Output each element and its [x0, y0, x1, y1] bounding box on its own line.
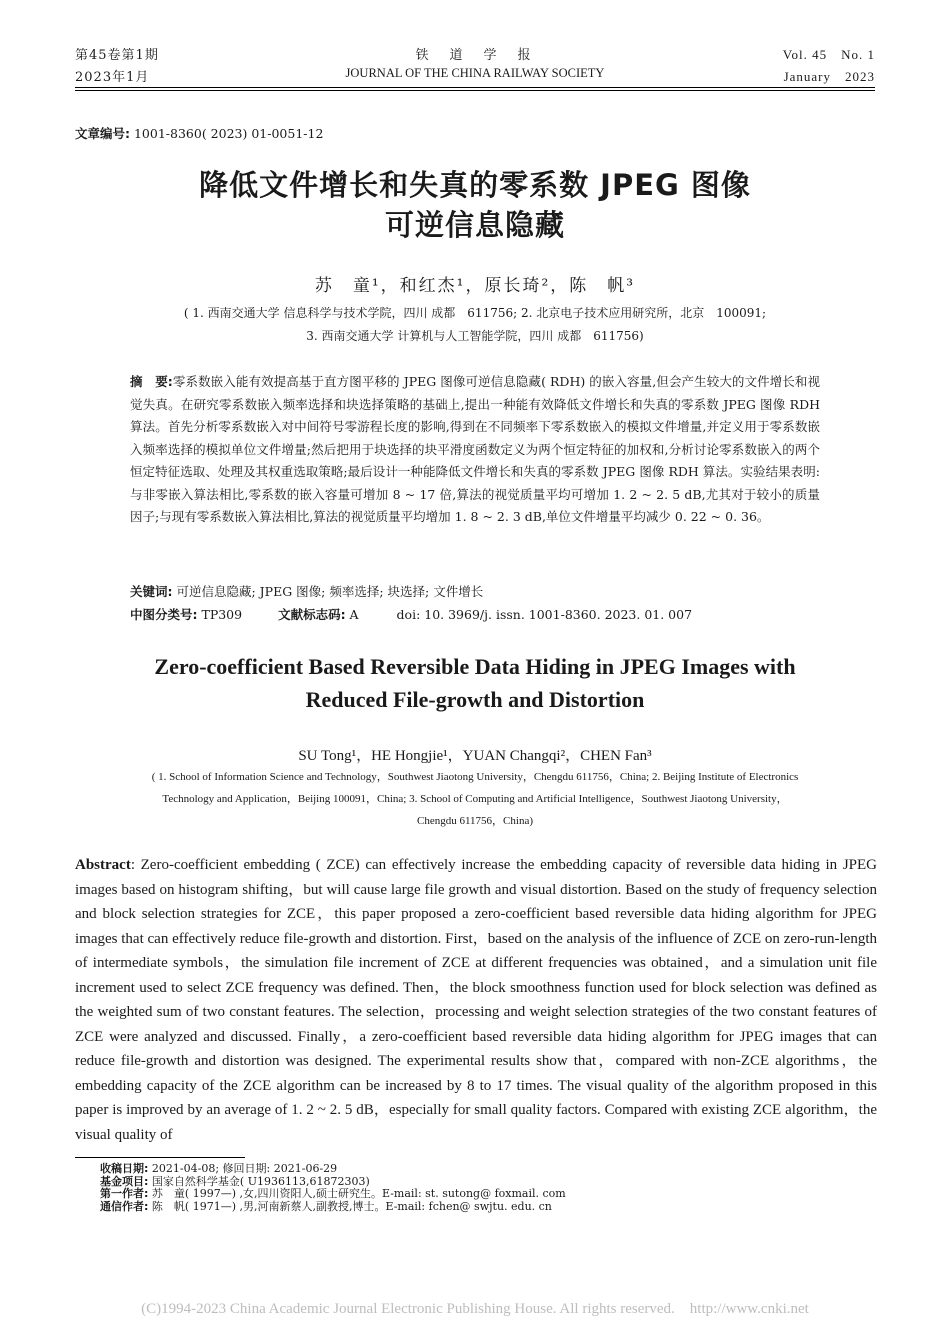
abstract-cn-label: 摘 要:: [130, 374, 173, 389]
header-rule-2: [75, 90, 875, 91]
header-journal-en: JOURNAL OF THE CHINA RAILWAY SOCIETY: [345, 66, 605, 80]
clc-label: 中图分类号:: [130, 607, 198, 622]
doc-code-value: A: [349, 607, 359, 622]
keywords-cn-text: 可逆信息隐藏; JPEG 图像; 频率选择; 块选择; 文件增长: [176, 584, 484, 599]
cnki-copyright-footer: (C)1994-2023 China Academic Journal Electronic Publishing House. All rights reserved. http://www.cnki.net: [141, 1301, 809, 1317]
article-number-value: 1001-8360( 2023) 01-0051-12: [133, 126, 324, 141]
affiliations-cn-line2: 3. 西南交通大学 计算机与人工智能学院，四川 成都 611756): [306, 329, 644, 343]
abstract-cn-text: 零系数嵌入能有效提高基于直方图平移的 JPEG 图像可逆信息隐藏( RDH) 的嵌入容量,但会产生较大的文件增长和视觉失真。在研究零系数嵌入频率选择和块选择策略的基础上,提出一种能有效降低文件增长和失真的零系数 JPEG 图像 RDH 算法。首先分析零系数嵌入对中间符号零游程长度的影响,得到在不同频率下零系数嵌入的模拟文件增量,并定义用于零系数嵌入频率选择的模拟单位文件增量;然后把用于块选择的块平滑度函数定义为两个恒定特征的加权和,分析讨论零系数嵌入的两个恒定特征选取、处理及其权重选取策略;最后设计一种能降低文件增长和失真的零系数 JPEG 图像 RDH 算法。实验结果表明:与非零嵌入算法相比,零系数的嵌入容量可增加 8 ~ 17 倍,算法的视觉质量平均可增加 1. 2 ~ 2. 5 dB,尤其对于较小的质量因子;与现有零系数嵌入算法相比,算法的视觉质量平均增加 1. 8 ~ 2. 3 dB,单位文件增量平均减少 0. 22 ~ 0. 36。: [130, 374, 820, 524]
keywords-cn: [130, 582, 483, 600]
doi: doi: 10. 3969/j. issn. 1001-8360. 2023. 01. 007: [396, 607, 693, 622]
keywords-cn-label: 关键词:: [130, 584, 173, 599]
footnotes: [100, 1163, 566, 1213]
footnote-label: 第一作者:: [100, 1187, 149, 1201]
clc-value: TP309: [201, 607, 243, 622]
abstract-en-label: Abstract: [75, 857, 131, 873]
footnote-text: 苏 童( 1997—) ,女,四川资阳人,硕士研究生。E-mail: st. sutong@ foxmail. com: [151, 1187, 566, 1201]
header-date: 2023年1月: [75, 70, 150, 85]
authors-cn: 苏 童¹，和红杰¹，原长琦²，陈 帆³: [314, 276, 636, 296]
article-number: [75, 124, 323, 142]
header-month-year: January 2023: [783, 69, 875, 84]
authors-en: SU Tong¹，HE Hongjie¹，YUAN Changqi²，CHEN Fan³: [298, 748, 652, 764]
affiliations-en-line1: ( 1. School of Information Science and Technology，Southwest Jiaotong University，Chengdu 611756，China; 2. Beijing Institute of Electronics: [151, 771, 799, 783]
footnote-text: 陈 帆( 1971—) ,男,河南新蔡人,副教授,博士。E-mail: fchen@ swjtu. edu. cn: [151, 1199, 552, 1213]
abstract-cn: [130, 371, 820, 529]
abstract-en: [75, 853, 877, 1147]
title-cn-line1: 降低文件增长和失真的零系数 JPEG 图像: [199, 168, 751, 202]
title-en-line2: Reduced File-growth and Distortion: [305, 687, 645, 712]
footnote-rule: [75, 1157, 245, 1158]
affiliations-en-line3: Chengdu 611756，China): [417, 815, 533, 827]
footnote-label: 通信作者:: [100, 1199, 149, 1213]
doc-code-label: 文献标志码:: [278, 607, 346, 622]
title-en-line1: Zero-coefficient Based Reversible Data Hiding in JPEG Images with: [154, 654, 796, 679]
affiliations-en-line2: Technology and Application，Beijing 100091，China; 3. School of Computing and Artificial Intelligence，Southwest Jiaotong University，: [162, 793, 788, 805]
footnote-label: 基金项目:: [100, 1174, 149, 1188]
header-journal-cn: 铁 道 学 报: [415, 48, 535, 63]
footnote-corresponding-author: [100, 1201, 566, 1214]
article-number-label: 文章编号:: [75, 126, 130, 141]
abstract-en-text: : Zero-coefficient embedding ( ZCE) can effectively increase the embedding capacity of reversible data hiding in JPEG images based on histogram shifting，but will cause large file growth and visual distortion. Based on the study of frequency selection and block selection strategies for ZCE，this paper proposed a zero-coefficient based reversible data hiding algorithm for JPEG images that can effectively reduce file-growth and distortion. First，based on the analysis of the influence of ZCE on zero-run-length of intermediate symbols，the simulation file increment of ZCE at different frequencies was obtained，and a simulation unit file increment used to select ZCE frequency was defined. Then，the block smoothness function used for block selection was defined as the weighted sum of two constant features. The selection，processing and weight selection strategies of the two constant features of ZCE were analyzed and discussed. Finally，a zero-coefficient based reversible data hiding algorithm for JPEG images that can reduce file-growth and distortion was designed. The experimental results show that，compared with non-ZCE algorithms，the embedding capacity of the ZCE algorithm can be increased by 8 to 17 times. The visual quality of the algorithm proposed in this paper is improved by an average of 1. 2 ~ 2. 5 dB，especially for small quality factors. Compared with existing ZCE algorithm，the visual quality of: [75, 857, 877, 1143]
footnote-text: 2021-04-08; 修回日期: 2021-06-29: [151, 1162, 338, 1175]
header-vol-no: Vol. 45 No. 1: [782, 47, 875, 62]
footnote-text: 国家自然科学基金( U1936113,61872303): [151, 1174, 370, 1188]
affiliations-cn-line1: ( 1. 西南交通大学 信息科学与技术学院，四川 成都 611756; 2. 北京电子技术应用研究所，北京 100091;: [183, 306, 767, 320]
footnote-label: 收稿日期:: [100, 1162, 149, 1175]
title-cn-line2: 可逆信息隐藏: [384, 208, 565, 242]
header-volume: 第45卷第1期: [75, 48, 159, 63]
header-rule: [75, 87, 875, 88]
classification-line: [130, 605, 830, 623]
